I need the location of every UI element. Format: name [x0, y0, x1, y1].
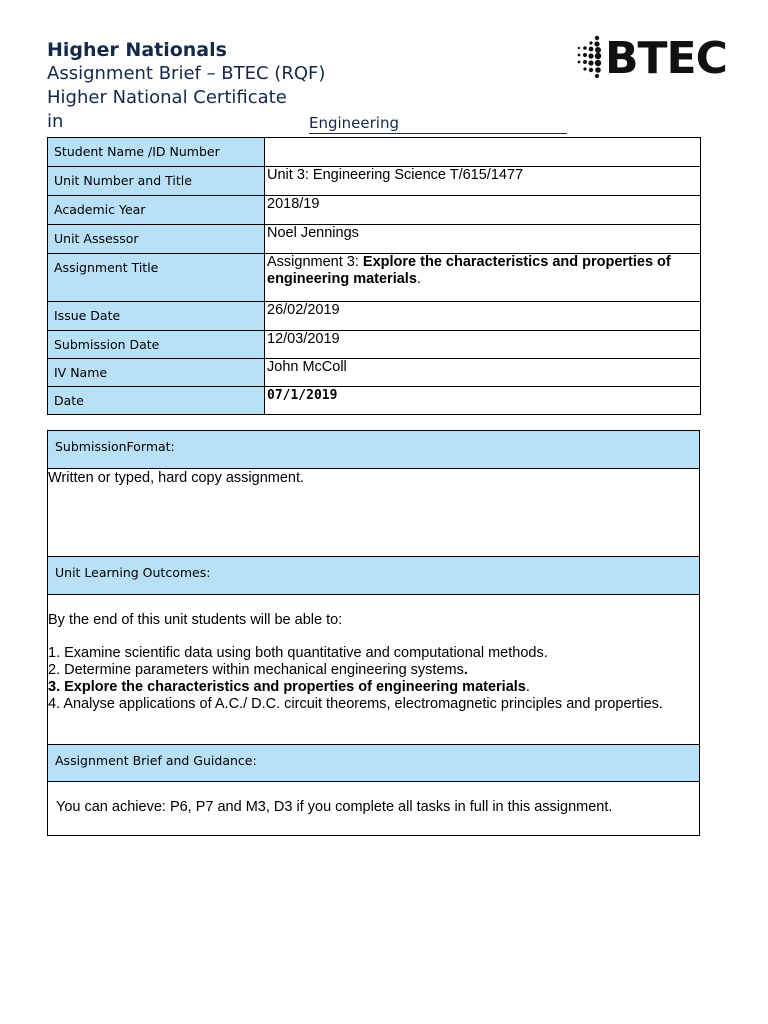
assignment-title-bold: Explore the characteristics and properties of engineering materials — [267, 254, 671, 287]
row-value: John McColl — [265, 359, 701, 387]
document-header — [47, 38, 567, 134]
dot-pattern-icon — [575, 34, 607, 80]
guidance-text: You can achieve: P6, P7 and M3, D3 if you complete all tasks in full in this assignment. — [56, 799, 613, 815]
table-row — [48, 138, 701, 167]
row-value: 26/02/2019 — [265, 302, 701, 331]
btec-logo-text: BTEC — [605, 33, 727, 84]
table-row — [48, 331, 701, 359]
certificate-label: Higher National Certificate in — [47, 87, 287, 132]
section-heading: Unit Learning Outcomes: — [48, 557, 699, 595]
date-value: 07/1/2019 — [267, 388, 338, 403]
table-row — [48, 387, 701, 415]
assignment-title-prefix: Assignment 3: — [267, 254, 363, 270]
row-value — [265, 387, 701, 415]
submission-format-text: Written or typed, hard copy assignment. — [48, 470, 305, 486]
learning-outcomes-section — [47, 556, 700, 745]
row-label: Issue Date — [48, 302, 265, 331]
certificate-line — [47, 86, 567, 134]
outcome-end: . — [525, 679, 530, 695]
table-row — [48, 359, 701, 387]
assignment-title-value — [265, 254, 701, 302]
table-row — [48, 167, 701, 196]
outcomes-intro: By the end of this unit students will be able to: — [48, 612, 343, 628]
btec-logo — [575, 34, 725, 84]
outcome-text: 3. Explore the characteristics and properties of engineering materials — [48, 679, 526, 695]
table-row — [48, 225, 701, 254]
table-row — [48, 302, 701, 331]
list-item: 1. Examine scientific data using both quantitative and computational methods. — [48, 645, 548, 661]
row-value: 2018/19 — [265, 196, 701, 225]
row-label: Assignment Title — [48, 254, 265, 302]
outcome-end: . — [463, 662, 468, 678]
table-row — [48, 254, 701, 302]
assignment-info-table — [47, 137, 701, 415]
section-heading: Assignment Brief and Guidance: — [48, 745, 699, 782]
learning-outcomes-list — [48, 595, 699, 713]
row-label: Student Name /ID Number — [48, 138, 265, 167]
submission-format-section — [47, 430, 700, 557]
assignment-brief-subtitle: Assignment Brief – BTEC (RQF) — [47, 63, 326, 84]
outcome-text: 2. Determine parameters within mechanical engineering systems — [48, 662, 464, 678]
student-name-field — [265, 138, 701, 167]
certificate-field: Engineering — [309, 113, 567, 134]
list-item: 4. Analyse applications of A.C./ D.C. circuit theorems, electromagnetic principles and properties. — [48, 696, 663, 712]
table-row — [48, 196, 701, 225]
row-label: Date — [48, 387, 265, 415]
row-label: IV Name — [48, 359, 265, 387]
list-item — [48, 662, 699, 679]
row-label: Academic Year — [48, 196, 265, 225]
brief-guidance-section — [47, 744, 700, 836]
brand-title: Higher Nationals — [47, 39, 227, 61]
section-heading: SubmissionFormat: — [48, 431, 699, 469]
row-label: Unit Number and Title — [48, 167, 265, 196]
row-label: Unit Assessor — [48, 225, 265, 254]
row-value: 12/03/2019 — [265, 331, 701, 359]
row-value: Noel Jennings — [265, 225, 701, 254]
row-label: Submission Date — [48, 331, 265, 359]
assignment-title-suffix: . — [416, 271, 421, 287]
row-value: Unit 3: Engineering Science T/615/1477 — [265, 167, 701, 196]
list-item — [48, 679, 699, 696]
